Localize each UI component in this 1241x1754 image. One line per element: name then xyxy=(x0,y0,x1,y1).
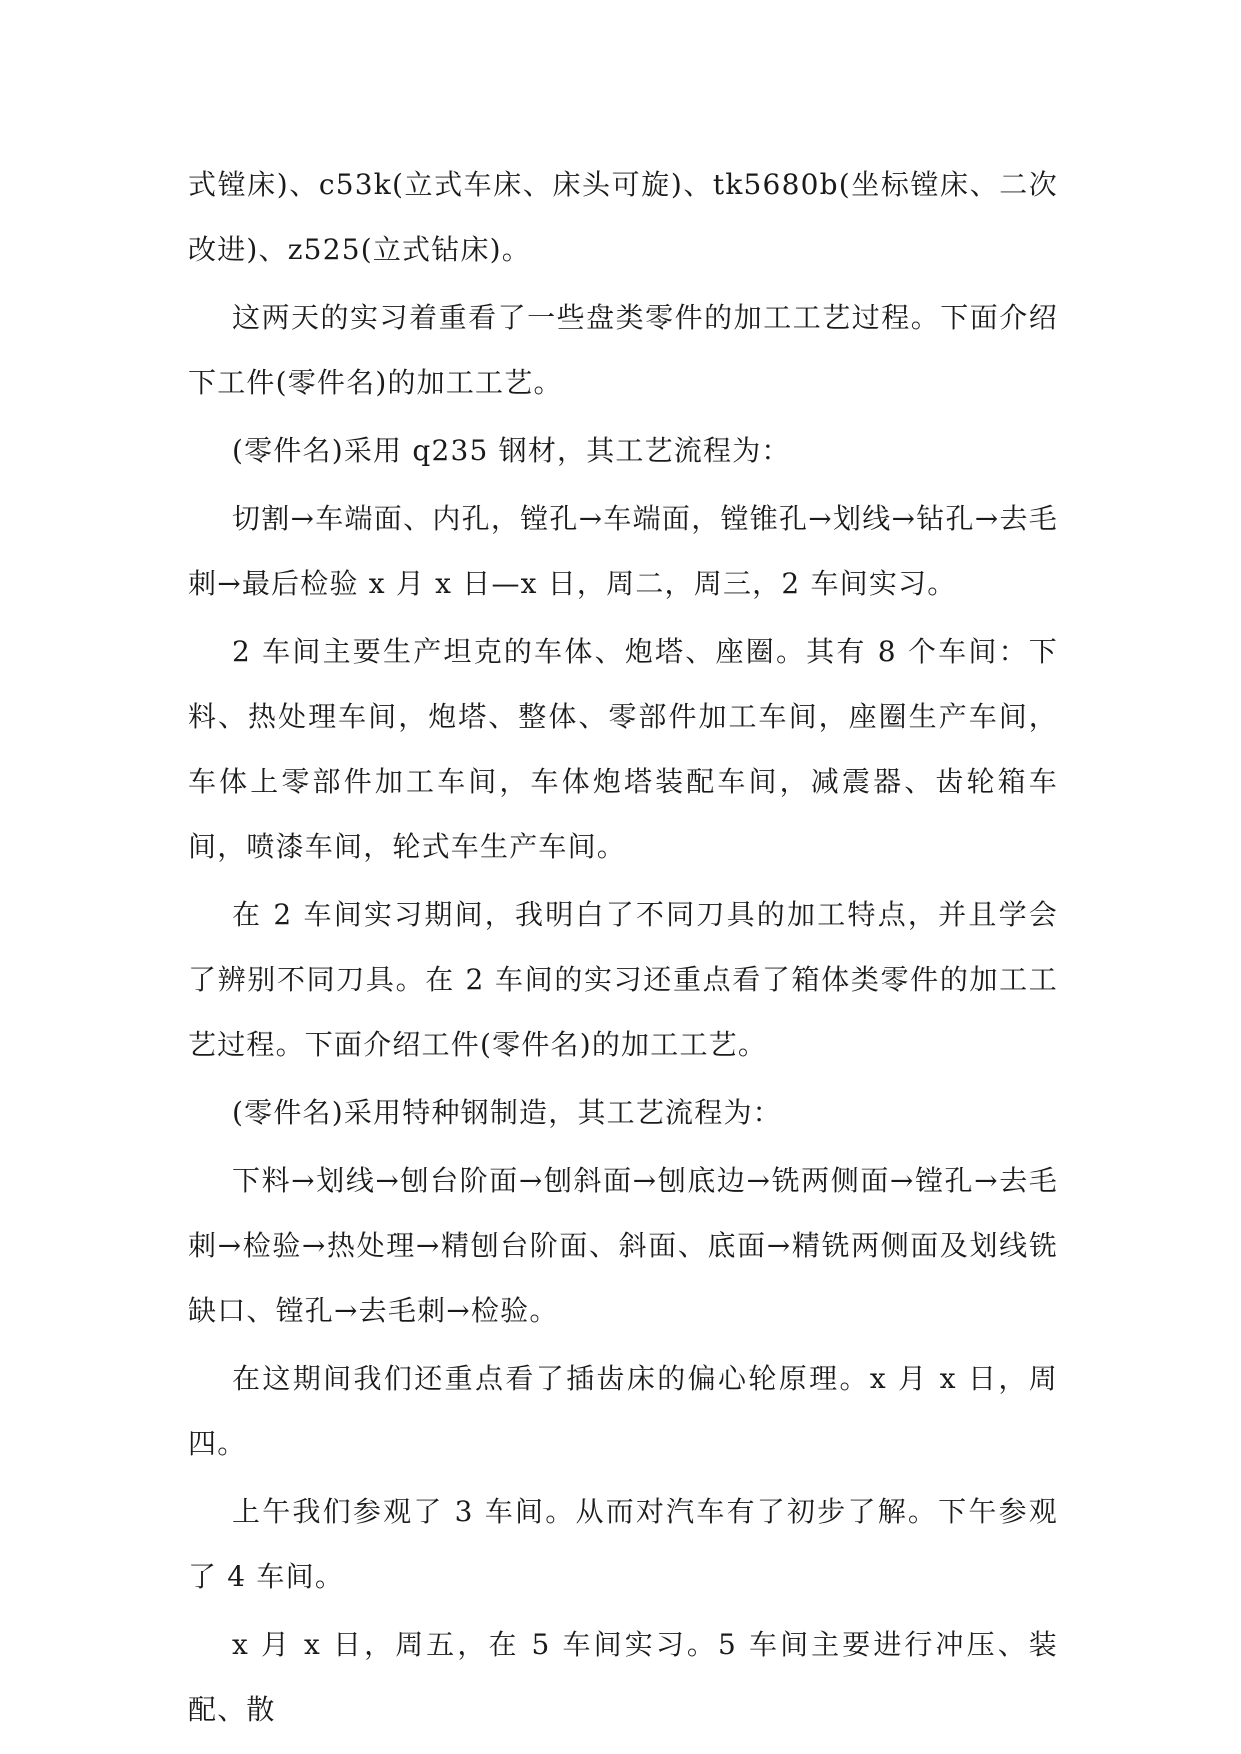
document-body xyxy=(188,152,1058,1745)
paragraph-8: 下料→划线→刨台阶面→刨斜面→刨底边→铣两侧面→镗孔→去毛刺→检验→热处理→精刨台阶面、斜面、底面→精铣两侧面及划线铣缺口、镗孔→去毛刺→检验。 xyxy=(188,1164,1058,1327)
paragraph-11: x 月 x 日，周五，在 5 车间实习。5 车间主要进行冲压、装配、散 xyxy=(188,1628,1058,1726)
paragraph-3: (零件名)采用 q235 钢材，其工艺流程为： xyxy=(232,434,791,467)
paragraph-6: 在 2 车间实习期间，我明白了不同刀具的加工特点，并且学会了辨别不同刀具。在 2 车间的实习还重点看了箱体类零件的加工工艺过程。下面介绍工件(零件名)的加工工艺。 xyxy=(188,898,1058,1061)
paragraph-7: (零件名)采用特种钢制造，其工艺流程为： xyxy=(232,1096,782,1129)
paragraph-1: 式镗床)、c53k(立式车床、床头可旋)、tk5680b(坐标镗床、二次改进)、z525(立式钻床)。 xyxy=(188,168,1058,266)
paragraph-5: 2 车间主要生产坦克的车体、炮塔、座圈。其有 8 个车间：下料、热处理车间，炮塔、整体、零部件加工车间，座圈生产车间，车体上零部件加工车间，车体炮塔装配车间，减震器、齿轮箱车间，喷漆车间，轮式车生产车间。 xyxy=(188,635,1058,863)
paragraph-9: 在这期间我们还重点看了插齿床的偏心轮原理。x 月 x 日，周四。 xyxy=(188,1362,1058,1460)
paragraph-10: 上午我们参观了 3 车间。从而对汽车有了初步了解。下午参观了 4 车间。 xyxy=(188,1495,1058,1593)
paragraph-4: 切割→车端面、内孔，镗孔→车端面，镗锥孔→划线→钻孔→去毛刺→最后检验 x 月 x 日—x 日，周二，周三，2 车间实习。 xyxy=(188,502,1058,600)
paragraph-2: 这两天的实习着重看了一些盘类零件的加工工艺过程。下面介绍下工件(零件名)的加工工艺。 xyxy=(188,301,1058,399)
